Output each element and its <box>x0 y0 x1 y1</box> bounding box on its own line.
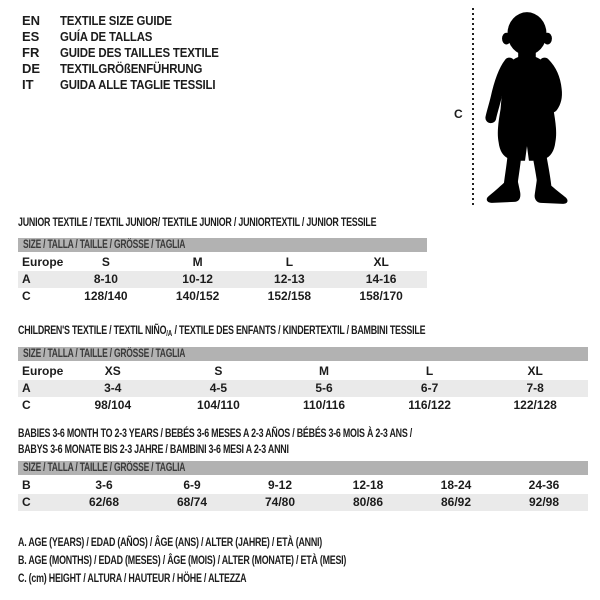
legend-line-c <box>18 569 461 587</box>
height-dotted-line <box>472 8 474 205</box>
section-heading-babies-line2: BABYS 3-6 MONATE BIS 2-3 JAHRE / BAMBINI 3-6 MESI A 2-3 ANNI <box>18 442 289 456</box>
size-bar <box>18 347 588 361</box>
table-cell: 12-13 <box>274 272 305 286</box>
section-heading-babies-line1: BABIES 3-6 MONTH TO 2-3 YEARS / BEBÉS 3-6 MESES A 2-3 AÑOS / BÉBÉS 3-6 MOIS À 2-3 ANS / <box>18 426 413 440</box>
language-row <box>22 45 240 61</box>
size-bar-text: SIZE / TALLA / TAILLE / GRÖSSE / TAGLIA <box>23 462 186 474</box>
table-row <box>18 397 588 414</box>
junior-size-table <box>18 238 427 305</box>
heading-pre: CHILDREN'S TEXTILE / TEXTIL NIÑO <box>18 323 167 337</box>
table-cell: 7-8 <box>526 381 544 395</box>
language-title: TEXTILGRÖßENFÜHRUNG <box>60 61 203 76</box>
language-row <box>22 77 240 93</box>
table-cell: M <box>318 364 329 378</box>
table-cell: 140/152 <box>175 289 220 303</box>
size-bar <box>18 238 427 252</box>
section-heading-babies <box>18 425 550 457</box>
table-cell: 5-6 <box>315 381 333 395</box>
size-bar <box>18 461 588 475</box>
table-cell: 86/92 <box>440 495 472 509</box>
table-cell: 14-16 <box>365 272 397 286</box>
language-row <box>22 29 240 45</box>
table-cell: 8-10 <box>93 272 118 286</box>
row-label: Europe <box>22 364 64 378</box>
table-row <box>18 288 427 305</box>
legend-line-a-text: A. AGE (YEARS) / EDAD (AÑOS) / ÂGE (ANS) / ALTER (JAHRE) / ETÀ (ANNI) <box>18 535 323 549</box>
table-cell: 92/98 <box>528 495 560 509</box>
row-label: C <box>22 289 31 303</box>
table-cell: 24-36 <box>528 478 560 492</box>
babies-size-table <box>18 461 588 511</box>
size-bar-text: SIZE / TALLA / TAILLE / GRÖSSE / TAGLIA <box>23 348 186 360</box>
heading-post: / TEXTILE DES ENFANTS / KINDERTEXTIL / BAMBINI TESSILE <box>172 323 426 337</box>
section-heading-junior <box>18 214 502 230</box>
section-heading-junior-text: JUNIOR TEXTILE / TEXTIL JUNIOR/ TEXTILE JUNIOR / JUNIORTEXTIL / JUNIOR TESSILE <box>18 215 377 229</box>
toddler-silhouette-image <box>482 10 570 206</box>
table-cell: 98/104 <box>94 398 132 412</box>
row-label: A <box>22 381 31 395</box>
row-label: C <box>22 495 31 509</box>
table-cell: XL <box>527 364 543 378</box>
table-cell: 3-6 <box>95 478 113 492</box>
table-cell: 9-12 <box>267 478 293 492</box>
language-code: ES <box>22 29 40 44</box>
language-code: FR <box>22 45 40 60</box>
table-cell: 4-5 <box>209 381 228 395</box>
legend-line-b-text: B. AGE (MONTHS) / EDAD (MESES) / ÂGE (MOIS) / ALTER (MONATE) / ETÀ (MESI) <box>18 553 347 567</box>
section-heading-children <box>18 322 568 342</box>
legend-line-a <box>18 533 461 551</box>
table-cell: L <box>285 255 294 269</box>
table-cell: 6-9 <box>183 478 201 492</box>
table-cell: 152/158 <box>267 289 312 303</box>
language-row <box>22 61 240 77</box>
section-heading-children-text <box>18 322 425 342</box>
row-label: Europe <box>22 255 64 269</box>
table-row <box>18 494 588 511</box>
language-row <box>22 13 240 29</box>
table-cell: 74/80 <box>264 495 296 509</box>
language-code: EN <box>22 13 41 28</box>
language-list <box>22 13 240 93</box>
language-code: IT <box>22 77 34 92</box>
table-cell: 116/122 <box>408 398 451 412</box>
table-cell: 104/110 <box>197 398 240 412</box>
children-size-table <box>18 347 588 414</box>
table-cell: 68/74 <box>176 495 208 509</box>
table-rows <box>18 363 588 414</box>
table-cell: S <box>214 364 223 378</box>
table-cell: 128/140 <box>84 289 128 303</box>
table-cell: 12-18 <box>352 478 384 492</box>
table-cell: S <box>101 255 110 269</box>
table-row <box>18 254 427 271</box>
language-code: DE <box>22 61 41 76</box>
table-cell: 6-7 <box>420 381 439 395</box>
language-title: GUIDE DES TAILLES TEXTILE <box>60 45 219 60</box>
table-cell: 110/116 <box>302 398 346 412</box>
table-cell: M <box>192 255 203 269</box>
size-bar-text: SIZE / TALLA / TAILLE / GRÖSSE / TAGLIA <box>23 239 186 251</box>
table-cell: 18-24 <box>440 478 472 492</box>
table-cell: 158/170 <box>359 289 403 303</box>
table-row <box>18 363 588 380</box>
table-cell: 10-12 <box>182 272 213 286</box>
table-cell: XS <box>104 364 121 378</box>
heading-subscript: /A <box>166 329 173 338</box>
table-row <box>18 271 427 288</box>
table-rows <box>18 477 588 511</box>
table-cell: 122/128 <box>513 398 557 412</box>
table-cell: XL <box>373 255 389 269</box>
footnote-legend <box>18 533 461 587</box>
table-row <box>18 380 588 397</box>
row-label: B <box>22 478 31 492</box>
legend-line-b <box>18 551 461 569</box>
table-rows <box>18 254 427 305</box>
table-cell: 62/68 <box>88 495 120 509</box>
table-cell: 80/86 <box>352 495 384 509</box>
table-row <box>18 477 588 494</box>
language-title: GUIDA ALLE TAGLIE TESSILI <box>60 77 216 92</box>
table-cell: L <box>425 364 434 378</box>
row-label: C <box>22 398 31 412</box>
legend-line-c-text: C. (cm) HEIGHT / ALTURA / HAUTEUR / HÖHE / ALTEZZA <box>18 571 247 585</box>
table-cell: 3-4 <box>104 381 122 395</box>
height-measure-label: C <box>454 107 463 121</box>
language-title: GUÍA DE TALLAS <box>60 29 153 44</box>
language-title: TEXTILE SIZE GUIDE <box>60 13 172 28</box>
row-label: A <box>22 272 31 286</box>
